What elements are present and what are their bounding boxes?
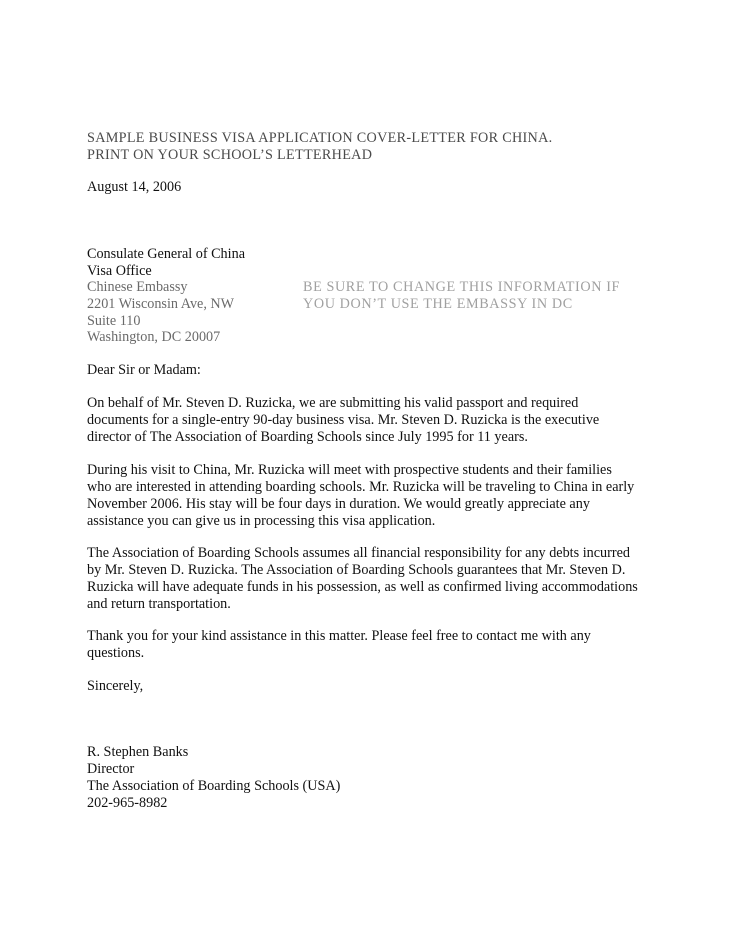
signer-title: Director xyxy=(87,761,135,777)
signer-organization: The Association of Boarding Schools (USA) xyxy=(87,778,341,794)
paragraph-line: who are interested in attending boarding schools. Mr. Ruzicka will be traveling to China in early xyxy=(87,479,635,495)
note-line-1: BE SURE TO CHANGE THIS INFORMATION IF xyxy=(303,279,621,295)
recipient-line-4: 2201 Wisconsin Ave, NW xyxy=(87,296,235,312)
recipient-line-6: Washington, DC 20007 xyxy=(87,329,221,345)
recipient-line-5: Suite 110 xyxy=(87,313,141,329)
closing: Sincerely, xyxy=(87,678,144,694)
letter-date: August 14, 2006 xyxy=(87,179,182,195)
paragraph-line: Thank you for your kind assistance in this matter. Please feel free to contact me with any xyxy=(87,628,591,644)
header-line-2: PRINT ON YOUR SCHOOL’S LETTERHEAD xyxy=(87,147,373,163)
signer-name: R. Stephen Banks xyxy=(87,744,189,760)
note-line-2: YOU DON’T USE THE EMBASSY IN DC xyxy=(303,296,573,312)
paragraph-line: documents for a single-entry 90-day business visa. Mr. Steven D. Ruzicka is the executive xyxy=(87,412,600,428)
embassy-change-note xyxy=(303,279,620,313)
signer-phone: 202-965-8982 xyxy=(87,795,168,811)
letter-header xyxy=(87,130,552,164)
paragraph-line: director of The Association of Boarding Schools since July 1995 for 11 years. xyxy=(87,429,528,445)
recipient-line-3: Chinese Embassy xyxy=(87,279,188,295)
paragraph-line: by Mr. Steven D. Ruzicka. The Association of Boarding Schools guarantees that Mr. Steven D. xyxy=(87,562,626,578)
body-paragraph-3 xyxy=(87,545,657,613)
paragraph-line: and return transportation. xyxy=(87,596,231,612)
paragraph-line: The Association of Boarding Schools assumes all financial responsibility for any debts incurred xyxy=(87,545,630,561)
header-line-1: SAMPLE BUSINESS VISA APPLICATION COVER-LETTER FOR CHINA. xyxy=(87,130,553,146)
recipient-line-1: Consulate General of China xyxy=(87,246,245,262)
body-paragraph-4 xyxy=(87,628,657,662)
body-paragraph-2 xyxy=(87,462,657,530)
paragraph-line: November 2006. His stay will be four days in duration. We would greatly appreciate any xyxy=(87,496,590,512)
paragraph-line: During his visit to China, Mr. Ruzicka will meet with prospective students and their families xyxy=(87,462,612,478)
paragraph-line: Ruzicka will have adequate funds in his possession, as well as confirmed living accommodations xyxy=(87,579,638,595)
paragraph-line: questions. xyxy=(87,645,145,661)
paragraph-line: assistance you can give us in processing this visa application. xyxy=(87,513,436,529)
paragraph-line: On behalf of Mr. Steven D. Ruzicka, we are submitting his valid passport and required xyxy=(87,395,579,411)
salutation: Dear Sir or Madam: xyxy=(87,362,201,378)
body-paragraph-1 xyxy=(87,395,657,446)
recipient-line-2: Visa Office xyxy=(87,263,152,279)
